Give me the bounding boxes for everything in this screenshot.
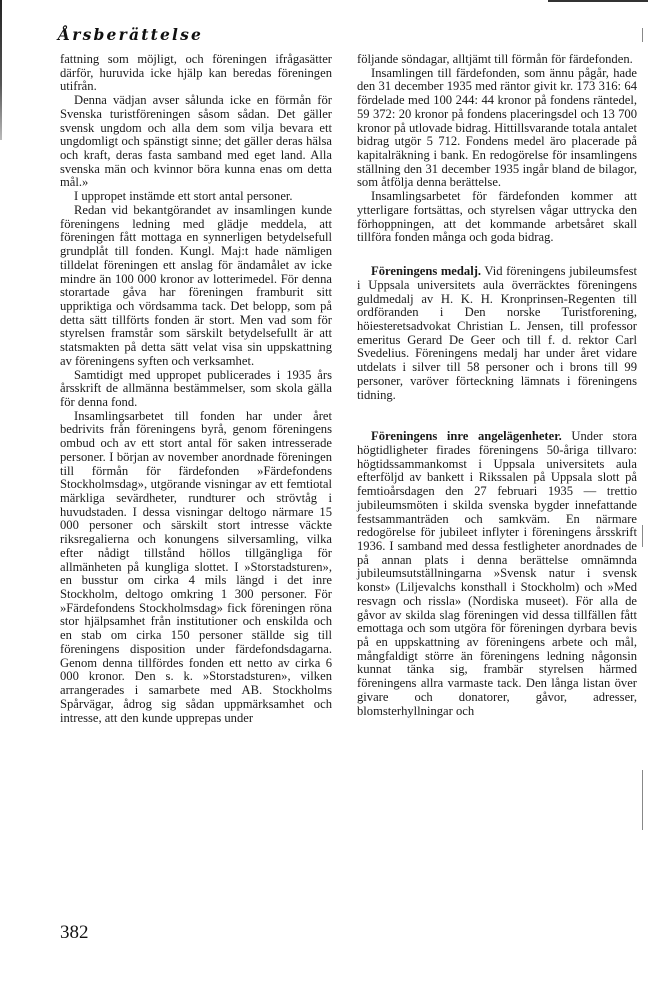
paragraph: Insamlingsarbetet för färdefonden kommer att ytterligare fortsättas, och styrelsen vågar uttrycka den förhoppningen, att det kommande arbetsåret skall tillföra fonden många och goda bidrag. <box>357 189 637 245</box>
paragraph: Redan vid bekantgörandet av insamlingen kunde föreningens ledning med glädje meddela, att föreningen fått mottaga en synnerligen betydelsefull grundplåt till fonden. Kungl. Maj:t hade nämligen tilldelat föreningen ett anslag för ändamålet av icke mindre än 100 000 kronor av lotterimedel. För denna storartade gåva har föreningen framburit sitt uppriktiga och vördsamma tack. Det belopp, som på detta sätt tillförts fonden är stort. Men vad som för styrelsen framstår som särskilt betydelsefullt är att statsmakten på detta sätt velat visa sin uppskattning av föreningens syften och verksamhet. <box>60 202 332 368</box>
right-column <box>357 53 637 718</box>
section-heading: Föreningens medalj. <box>371 264 482 279</box>
section-text: Under stora högtidligheter firades föreningens 50-åriga tillvaro: högtidssammankomst i Uppsala universitets aula efterföljd av bankett i Rikssalen på Uppsala slott på femtioårsdagen den 27 februari 1935 — trettio jubileumsmöten i skilda svenska bygder innefattande festsammanträden och samkväm. En närmare redogörelse för jubileet inflyter i föreningens årsskrift 1936. I samband med dessa festligheter anordnades de på annan plats i denna berättelse omnämnda jubileumsutställningarna »Svensk natur i svensk konst» (Liljevalchs konsthall i Stockholm) och »Med resvagn och rissla» (Nordiska museet). För alla de gåvor av skilda slag föreningen vid dessa tillfällen fått emottaga och som utgöra för föreningen dyrbara bevis på en uppskattning av föreningens arbete och mål, mångfaldigt större än föreningens ledning någonsin kunnat tänka sig, frambär styrelsen härmed föreningens allra varmaste tack. Den långa listan över givare och donatorer, gåvor, adresser, blomsterhyllningar och <box>357 429 637 718</box>
section-medal <box>357 265 637 402</box>
margin-mark <box>642 770 643 830</box>
running-head: Årsberättelse <box>58 25 204 44</box>
margin-mark <box>642 525 643 547</box>
section-text: Vid föreningens jubileumsfest i Uppsala universitets aula överräcktes föreningens guldmedalj av H. K. H. Kronprinsen-Regenten till ordföranden i Den norske Turistforening, höiesteretsadvokat Christian L. Jensen, till professor emeritus Gerard De Geer och till f. d. rektor Carl Svedelius. Föreningens medalj har under året vidare utdelats i silver till 58 personer och i brons till 99 personer, varöver förteckning lämnats i föreningens tidning. <box>357 264 637 402</box>
paragraph: Insamlingen till färdefonden, som ännu pågår, hade den 31 december 1935 med räntor givit kr. 173 316: 64 fördelade med 100 244: 44 kronor på fondens räntedel, 59 372: 20 kronor på fondens placeringsdel och 13 700 kronor på utlovade bidrag. Hittillsvarande totala antalet bidrag utgör 5 712. Fondens medel äro placerade på kapitalräkning i bank. En redogörelse för insamlingens ställning den 31 december 1935 ingår bland de bilagor, som åtfölja denna berättelse. <box>357 65 637 190</box>
scan-edge-top <box>548 0 648 2</box>
paragraph: fattning som möjligt, och föreningen ifrågasätter därför, huruvida icke hjälp kan beredas föreningen utifrån. <box>60 52 332 94</box>
section-internal-affairs <box>357 430 637 718</box>
paragraph: Samtidigt med uppropet publicerades i 1935 års årsskrift de allmänna bestämmelser, som skola gälla för denna fond. <box>60 367 332 409</box>
margin-mark <box>642 28 643 42</box>
page-number: 382 <box>60 922 89 943</box>
left-column <box>60 53 332 725</box>
paragraph: I uppropet instämde ett stort antal personer. <box>74 189 293 204</box>
paragraph: följande söndagar, alltjämt till förmån för färdefonden. <box>357 52 633 66</box>
section-heading: Föreningens inre angelägenheter. <box>371 429 562 444</box>
paragraph: Insamlingsarbetet till fonden har under året bedrivits från föreningens byrå, genom föreningens ombud och av ett stort antal för saken intresserade personer. I början av november anordnade föreningen till förmån för färdefonden »Färdefondens Stockholmsdag», utgörande visningar av ett femtiotal märkliga sevärdheter, rundturer och strövtåg i huvudstaden. I dessa visningar deltogo närmare 15 000 personer och särskilt stort intresse väckte riksregalierna och konungens silversamling, vilka efter nådigt tillstånd höllos tillgängliga för allmänheten på kungliga slottet. I »Storstadsturen», en busstur om cirka 4 mils längd i det inre Stockholm, deltogo omkring 1 300 personer. För »Färdefondens Stockholmsdag» fick föreningen röna stor hjälpsamhet från institutioner och enskilda och en stab om cirka 150 personer ställde sig till föreningens disposition under färdefondsdagarna. Genom denna tillfördes fonden ett netto av cirka 6 000 kronor. Den s. k. »Storstadsturen», vilken arrangerades i samarbete med AB. Stockholms Spårvägar, ådrog sig sådan uppmärksamhet och intresse, att den kunde upprepas under <box>60 408 332 725</box>
scan-edge-left <box>0 0 2 140</box>
paragraph: Denna vädjan avser sålunda icke en förmån för Svenska turistföreningen såsom sådan. Det gäller svensk ungdom och alla dem som vilja bevara ett ungdomligt och spänstigt sinne; det gäller deras hälsa och kraft, deras fasta samband med eget land. Alla svenska män och kvinnor böra kunna enas om detta mål.» <box>60 93 332 190</box>
